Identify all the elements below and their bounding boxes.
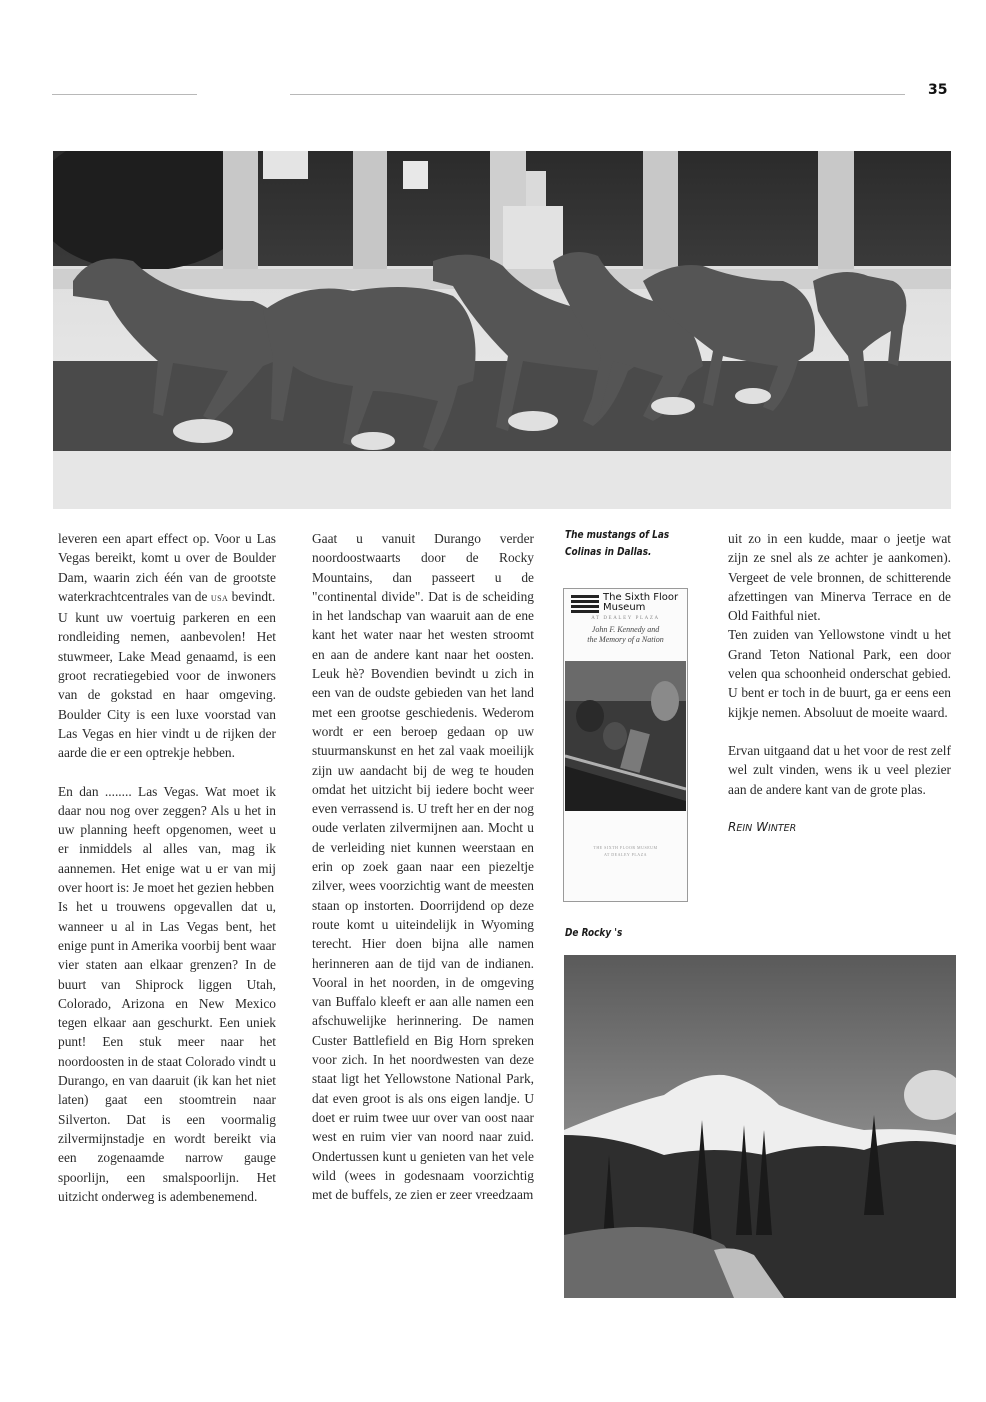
brochure-tagline-line: the Memory of a Nation bbox=[587, 635, 664, 644]
brochure-tagline bbox=[564, 625, 687, 645]
mountain-photo bbox=[564, 955, 956, 1298]
paragraph-text: leveren een apart effect op. Voor u Las Vegas bereikt, komt u over de Boulder Dam, waarin zich één van de grootste waterkrachtcentrales van de bbox=[58, 531, 276, 604]
brochure-tagline-line: John F. Kennedy and bbox=[591, 625, 660, 634]
paragraph: Ten zuiden van Yellowstone vindt u het Grand Teton National Park, een door velen qua schoonheid onderschat gebied. U bent er toch in de buurt, ga er eens een kijkje nemen. Absoluut de moeite waard. bbox=[728, 627, 951, 720]
paragraph bbox=[58, 529, 276, 608]
mustangs-caption: The mustangs of Las Colinas in Dallas. bbox=[565, 529, 670, 558]
brochure-title-line: The Sixth Floor bbox=[603, 592, 679, 603]
museum-logo-icon bbox=[571, 595, 599, 615]
author-initial: W bbox=[756, 819, 768, 834]
brochure-subtitle: AT DEALEY PLAZA bbox=[591, 616, 660, 621]
author-name-part: INTER bbox=[767, 822, 797, 834]
abbreviation-usa: usa bbox=[210, 591, 229, 604]
paragraph: uit zo in een kudde, maar o jeetje wat zijn ze snel als ze achter je aankomen). Vergeet de vele bronnen, de schitterende afzettingen van Minerva Terrace en de Old Faithful niet. bbox=[728, 531, 951, 624]
article-column-2 bbox=[312, 529, 534, 1204]
paragraph: En dan ........ Las Vegas. Wat moet ik daar nou nog over zeggen? Als u het in uw planning heeft opgenomen, weet u er inmiddels al alles van, mag ik aannemen. Het enige wat u er van mij over hoort is: Je moet het gezien hebben bbox=[58, 783, 276, 896]
article-column-1 bbox=[58, 529, 276, 1206]
museum-brochure-image bbox=[563, 588, 688, 902]
paragraph: U kunt uw voertuig parkeren en een rondleiding nemen, aanbevolen! Het stuwmeer, Lake Mead genaamd, is een groot recratiegebied voor de inwoners van de gokstad en haar omgeving. Boulder City is een luxe voorstad van Las Vegas en hier vindt u de rijken der aarde die er een optrekje hebben. bbox=[58, 610, 276, 761]
mustangs-photo bbox=[53, 151, 951, 509]
brochure-title-line: Museum bbox=[603, 602, 646, 613]
rocky-caption: De Rocky 's bbox=[565, 927, 623, 939]
paragraph: Is het u trouwens opgevallen dat u, wanneer u al in Las Vegas bent, het enige punt in Amerika voorbij bent waar vier staten aan elkaar grenzen? In de buurt van Shiprock liggen Utah, Colorado, Arizona en New Mexico tegen elkaar aan geschurkt. Een uniek punt! Een stuk meer naar het noordoosten in de staat Colorado vindt u Durango, en van daaruit (ik kan het niet laten) gaat een stoomtrein naar Silverton. Dat is een voormalig zilvermijnstadje en wordt bereikt via een zogenaamde narrow gauge spoorlijn, een smalspoorlijn. Het uitzicht onderweg is adembenemend. bbox=[58, 899, 276, 1204]
article-column-4 bbox=[728, 529, 951, 838]
author-initial: R bbox=[728, 819, 737, 834]
brochure-footer-line: AT DEALEY PLAZA bbox=[603, 852, 648, 857]
paragraph: Ervan uitgaand dat u het voor de rest zelf wel zult vinden, wens ik u veel plezier aan de andere kant van de grote plas. bbox=[728, 742, 951, 797]
paragraph-text: bevindt. bbox=[228, 588, 276, 604]
page-number: 35 bbox=[928, 82, 948, 98]
brochure-footer bbox=[568, 844, 683, 858]
header-rule-left bbox=[52, 94, 197, 95]
brochure-title bbox=[603, 593, 678, 613]
paragraph: Gaat u vanuit Durango verder noordoostwaarts door de Rocky Mountains, dan passeert u de "continental divide". Dat is de scheiding in het landschap van waaruit aan de ene kant het water naar het westen stroomt en aan de andere kant naar het oosten. Leuk hè? Bovendien bevindt u zich in een van de oudste gebieden van het land met een grootse geschiedenis. Wederom wordt er een beroep gedaan op uw stuurmanskunst en het zal vaak moeilijk zijn uw aandacht bij de weg te houden omdat het uitzicht bij iedere bocht weer even verrassend is. U treft her en der nog oude verlaten zilvermijnen aan. Mocht u de verleiding niet kunnen weerstaan en erin op zoek gaan naar een piezeltje zilver, wees voorzichtig want de meesten staan op instorten. Doorrijdend op deze route komt u uiteindelijk in Wyoming terecht. Hier doen bijna alle namen herinneren aan de tijd van de indianen. Vooral in het noorden, in de omgeving van Buffalo kleeft er aan alle namen een afschuwelijke herinnering. De namen Custer Battlefield en Big Horn spreken voor zich. In het noordwesten van deze staat ligt het Yellowstone National Park, dat even groot is als ons eigen landje. U doet er ruim twee uur over van oost naar west en ruim vier van noord naar zuid. Ondertussen kunt u genieten van het vele wild (wees in godesnaam voorzichtig met de buffels, ze zien er zeer vreedzaam bbox=[312, 531, 534, 1203]
brochure-footer-line: THE SIXTH FLOOR MUSEUM bbox=[593, 845, 658, 850]
header-rule-right bbox=[290, 94, 905, 95]
author-name-part: EIN bbox=[736, 822, 753, 834]
brochure-photo bbox=[565, 661, 686, 811]
author-signature bbox=[728, 818, 951, 838]
